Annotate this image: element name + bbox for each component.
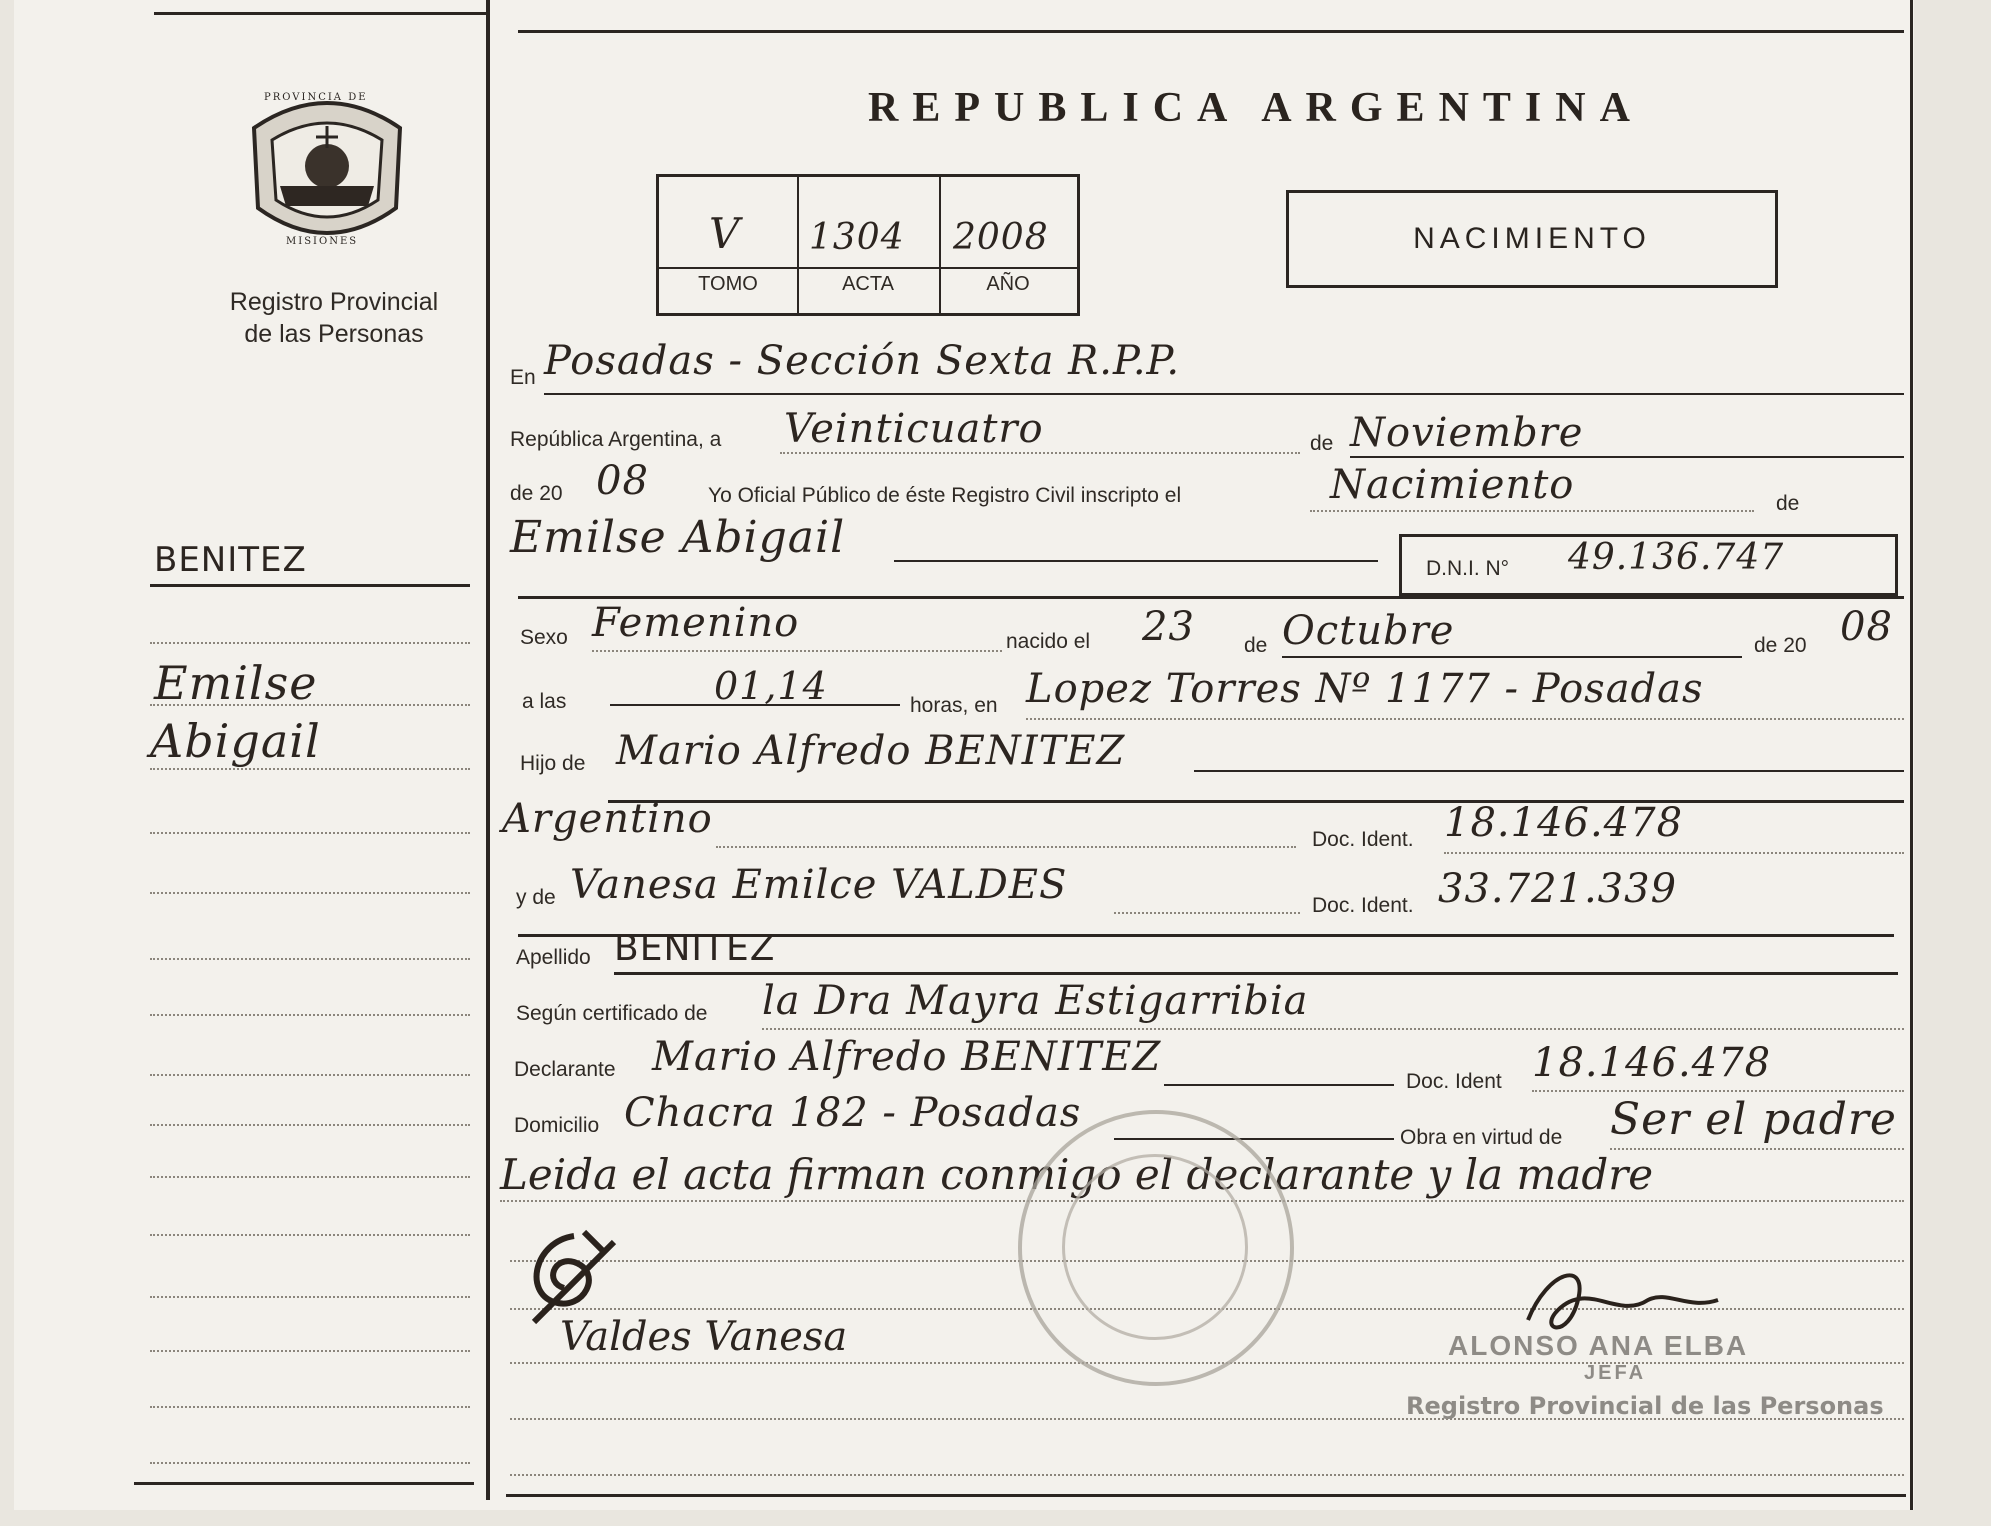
rule-en bbox=[544, 393, 1904, 395]
value-padre: Mario Alfredo BENITEZ bbox=[616, 728, 1126, 774]
label-de-20: de 20 bbox=[510, 482, 563, 505]
country-title: REPUBLICA ARGENTINA bbox=[868, 85, 1644, 131]
value-sexo: Femenino bbox=[592, 600, 800, 646]
label-segun: Según certificado de bbox=[516, 1002, 708, 1025]
label-republica: República Argentina, a bbox=[510, 428, 722, 451]
margin-divider bbox=[486, 0, 490, 1500]
value-tipo: Nacimiento bbox=[1330, 462, 1575, 508]
act-type-box: NACIMIENTO bbox=[1286, 190, 1778, 288]
label-en: En bbox=[510, 366, 536, 389]
value-nombre: Emilse Abigail bbox=[510, 512, 846, 563]
label-y-de: y de bbox=[516, 886, 556, 909]
dots-doc-declarante bbox=[1532, 1090, 1904, 1092]
rule-nombre bbox=[894, 560, 1378, 562]
label-doc-ident3: Doc. Ident bbox=[1406, 1070, 1502, 1093]
margin-dots-10 bbox=[150, 1176, 470, 1178]
stamp-role: JEFA bbox=[1584, 1362, 1647, 1384]
margin-dots-4 bbox=[150, 832, 470, 834]
rule-mes bbox=[1350, 456, 1904, 458]
value-mes: Noviembre bbox=[1350, 410, 1584, 456]
dni-box bbox=[1399, 534, 1898, 596]
label-horas-en: horas, en bbox=[910, 694, 998, 717]
value-dia-nac: 23 bbox=[1142, 604, 1195, 650]
value-lectura: Leida el acta firman conmigo el declarante y la madre bbox=[500, 1150, 1654, 1199]
rule-apellido bbox=[614, 972, 1898, 975]
margin-surname-rule bbox=[150, 584, 470, 587]
document-sheet bbox=[14, 0, 1914, 1510]
grid-row-divider bbox=[659, 267, 1077, 269]
bottom-rule bbox=[506, 1494, 1906, 1497]
stamp-name: ALONSO ANA ELBA bbox=[1448, 1330, 1749, 1361]
value-domicilio: Chacra 182 - Posadas bbox=[624, 1090, 1082, 1136]
official-seal-inner bbox=[1062, 1154, 1248, 1340]
value-declarante: Mario Alfredo BENITEZ bbox=[652, 1034, 1162, 1080]
label-de2: de bbox=[1776, 492, 1800, 515]
value-dia-letras: Veinticuatro bbox=[784, 406, 1044, 452]
label-doc-ident2: Doc. Ident. bbox=[1312, 894, 1414, 917]
rule-after-padre bbox=[608, 800, 1904, 803]
margin-dots-7 bbox=[150, 1014, 470, 1016]
top-rule-left bbox=[154, 12, 486, 15]
label-hijo-de: Hijo de bbox=[520, 752, 586, 775]
margin-dots-2 bbox=[150, 704, 470, 706]
registry-line1: Registro Provincial bbox=[229, 288, 439, 316]
rule-mes-nac bbox=[1282, 656, 1742, 658]
margin-bottom-rule bbox=[134, 1482, 474, 1485]
margin-dots-1 bbox=[150, 642, 470, 644]
label-declarante: Declarante bbox=[514, 1058, 616, 1081]
label-dni: D.N.I. N° bbox=[1426, 557, 1510, 580]
margin-name-line1: Emilse bbox=[154, 656, 318, 710]
top-rule-right bbox=[518, 30, 1904, 33]
label-apellido: Apellido bbox=[516, 946, 591, 969]
margin-surname: BENITEZ bbox=[154, 540, 307, 580]
acta-value: 1304 bbox=[809, 217, 905, 258]
label-domicilio: Domicilio bbox=[514, 1114, 600, 1137]
value-firma-madre: Valdes Vanesa bbox=[560, 1314, 848, 1360]
dots-lugar-nac bbox=[1026, 718, 1904, 720]
misiones-emblem bbox=[236, 88, 418, 260]
value-obra: Ser el padre bbox=[1610, 1094, 1897, 1145]
emblem-text-top: PROVINCIA DE bbox=[264, 92, 368, 103]
margin-dots-12 bbox=[150, 1296, 470, 1298]
dots-nacionalidad bbox=[716, 846, 1296, 848]
value-dni: 49.136.747 bbox=[1568, 537, 1785, 578]
value-doc-padre: 18.146.478 bbox=[1444, 800, 1684, 846]
dots-sexo bbox=[592, 650, 1002, 652]
acta-label: ACTA bbox=[842, 273, 894, 295]
label-yo-oficial: Yo Oficial Público de éste Registro Civil inscripto el bbox=[708, 484, 1182, 507]
margin-dots-5 bbox=[150, 892, 470, 894]
margin-dots-3 bbox=[150, 768, 470, 770]
margin-dots-8 bbox=[150, 1074, 470, 1076]
stamp-office: Registro Provincial de las Personas bbox=[1406, 1392, 1884, 1420]
dots-certificado bbox=[762, 1028, 1904, 1030]
value-doc-declarante: 18.146.478 bbox=[1532, 1040, 1772, 1086]
anio-value: 2008 bbox=[953, 217, 1049, 258]
tomo-value: V bbox=[709, 209, 741, 258]
margin-dots-6 bbox=[150, 958, 470, 960]
value-doc-madre: 33.721.339 bbox=[1438, 866, 1678, 912]
margin-dots-13 bbox=[150, 1350, 470, 1352]
value-certificado: la Dra Mayra Estigarribia bbox=[762, 978, 1309, 1024]
dots-sign-5 bbox=[510, 1474, 1904, 1476]
rule-declarante bbox=[1164, 1084, 1394, 1086]
label-de1: de bbox=[1310, 432, 1334, 455]
label-sexo: Sexo bbox=[520, 626, 568, 649]
dots-madre bbox=[1114, 912, 1300, 914]
registry-name bbox=[164, 286, 504, 350]
anio-label: AÑO bbox=[986, 273, 1030, 295]
label-nacido-el: nacido el bbox=[1006, 630, 1091, 653]
rule-padre bbox=[1194, 770, 1904, 772]
label-de-20b: de 20 bbox=[1754, 634, 1807, 657]
value-hora: 01,14 bbox=[714, 664, 828, 708]
value-lugar: Posadas - Sección Sexta R.P.P. bbox=[544, 338, 1181, 384]
value-mes-nac: Octubre bbox=[1282, 608, 1455, 654]
registry-line2: de las Personas bbox=[244, 320, 424, 348]
margin-dots-9 bbox=[150, 1124, 470, 1126]
tomo-label: TOMO bbox=[698, 273, 758, 295]
dots-obra bbox=[1610, 1148, 1904, 1150]
dots-tipo bbox=[1310, 510, 1754, 512]
value-apellido: BENITEZ bbox=[614, 928, 776, 969]
record-number-grid bbox=[656, 174, 1080, 316]
value-madre: Vanesa Emilce VALDES bbox=[570, 862, 1068, 908]
emblem-text-bottom: MISIONES bbox=[286, 236, 359, 247]
official-seal bbox=[1018, 1110, 1294, 1386]
margin-dots-15 bbox=[150, 1462, 470, 1464]
right-border bbox=[1910, 0, 1913, 1510]
value-lugar-nac: Lopez Torres Nº 1177 - Posadas bbox=[1026, 666, 1704, 712]
label-doc-ident1: Doc. Ident. bbox=[1312, 828, 1414, 851]
dots-doc-padre bbox=[1444, 852, 1904, 854]
value-anio-nac: 08 bbox=[1840, 604, 1893, 650]
label-de3: de bbox=[1244, 634, 1268, 657]
label-obra: Obra en virtud de bbox=[1400, 1126, 1563, 1149]
dots-dia-letras bbox=[780, 452, 1300, 454]
rule-after-nombre bbox=[518, 596, 1904, 599]
value-nacionalidad: Argentino bbox=[502, 796, 713, 842]
margin-name-line2: Abigail bbox=[150, 714, 321, 768]
label-a-las: a las bbox=[522, 690, 567, 713]
margin-dots-11 bbox=[150, 1234, 470, 1236]
value-anio-2d: 08 bbox=[596, 458, 649, 504]
margin-dots-14 bbox=[150, 1406, 470, 1408]
